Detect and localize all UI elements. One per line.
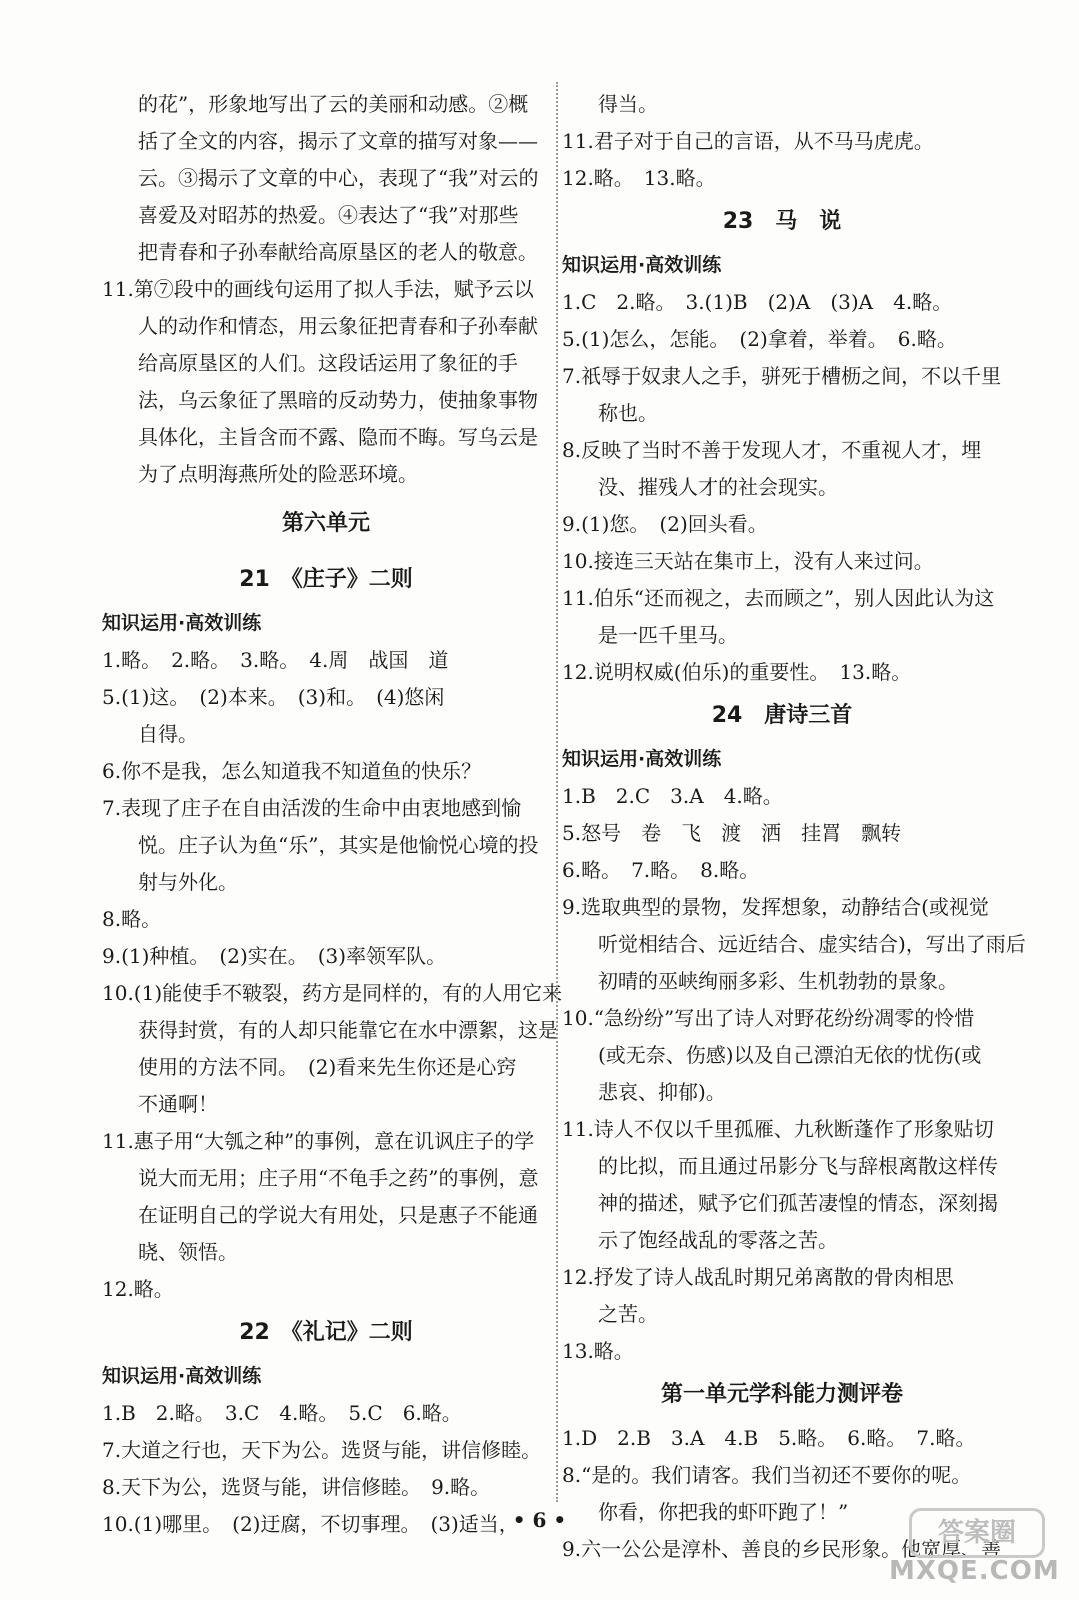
left-line: 10.(1)能使手不皲裂，药方是同样的，有的人用它来 [102, 981, 563, 1005]
right-line: 听觉相结合、远近结合、虚实结合)，写出了雨后 [598, 932, 1026, 956]
right-line: 24 唐诗三首 [711, 703, 853, 728]
left-line: 使用的方法不同。 (2)看来先生你还是心窍 [138, 1055, 517, 1079]
right-line: 8.“是的。我们请客。我们当初还不要你的呢。 [562, 1463, 972, 1487]
right-line: 悲哀、抑郁)。 [598, 1080, 726, 1104]
left-line: 12.略。 [102, 1277, 174, 1301]
left-line: 8.天下为公，选贤与能，讲信修睦。 9.略。 [102, 1475, 491, 1499]
left-line: 获得封赏，有的人却只能靠它在水中漂絮，这是 [138, 1018, 558, 1042]
right-line: 没、摧残人才的社会现实。 [598, 475, 838, 499]
right-line: 11.诗人不仅以千里孤雁、九秋断蓬作了形象贴切 [562, 1117, 994, 1141]
right-line: 12.抒发了诗人战乱时期兄弟离散的骨肉相思 [562, 1265, 954, 1289]
right-line: 知识运用·高效训练 [562, 748, 722, 770]
left-line: 射与外化。 [138, 870, 238, 894]
left-line: 5.(1)这。 (2)本来。 (3)和。 (4)悠闲 [102, 685, 445, 709]
left-line: 1.略。 2.略。 3.略。 4.周 战国 道 [102, 648, 449, 672]
right-line: 知识运用·高效训练 [562, 254, 722, 276]
right-line: 称也。 [598, 401, 658, 425]
left-line: 11.第⑦段中的画线句运用了拟人手法，赋予云以 [102, 277, 534, 301]
right-line: 8.反映了当时不善于发现人才，不重视人才，埋 [562, 438, 982, 462]
left-line: 悦。庄子认为鱼“乐”，其实是他愉悦心境的投 [138, 833, 539, 857]
left-line: 11.惠子用“大瓠之种”的事例，意在讥讽庄子的学 [102, 1129, 535, 1153]
right-line: 1.C 2.略。 3.(1)B (2)A (3)A 4.略。 [562, 290, 953, 314]
left-line: 8.略。 [102, 907, 162, 931]
right-line: 13.略。 [562, 1339, 634, 1363]
right-line: (或无奈、伤感)以及自己漂泊无依的忧伤(或 [598, 1043, 982, 1067]
left-line: 知识运用·高效训练 [102, 1365, 262, 1387]
left-line: 7.表现了庄子在自由活泼的生命中由衷地感到愉 [102, 796, 522, 820]
right-line: 1.B 2.C 3.A 4.略。 [562, 784, 783, 808]
left-line: 1.B 2.略。 3.C 4.略。 5.C 6.略。 [102, 1401, 462, 1425]
right-line: 得当。 [598, 92, 658, 116]
right-line: 12.略。 13.略。 [562, 166, 716, 190]
left-line: 不通啊！ [138, 1092, 218, 1116]
right-line: 示了饱经战乱的零落之苦。 [598, 1228, 838, 1252]
right-line: 12.说明权威(伯乐)的重要性。 13.略。 [562, 660, 912, 684]
right-line: 11.君子对于自己的言语，从不马马虎虎。 [562, 129, 934, 153]
page-number: • 6 • [512, 1508, 567, 1532]
left-line: 云。③揭示了文章的中心，表现了“我”对云的 [138, 166, 539, 190]
left-line: 给高原垦区的人们。这段话运用了象征的手 [138, 351, 518, 375]
right-line: 初晴的巫峡绚丽多彩、生机勃勃的景象。 [598, 969, 958, 993]
right-line: 23 马 说 [722, 209, 842, 234]
left-line: 把青春和子孙奉献给高原垦区的老人的敬意。 [138, 240, 538, 264]
left-line: 7.大道之行也，天下为公。选贤与能，讲信修睦。 [102, 1438, 542, 1462]
left-line: 9.(1)种植。 (2)实在。 (3)率领军队。 [102, 944, 447, 968]
left-line: 为了点明海燕所处的险恶环境。 [138, 462, 418, 486]
left-line: 说大而无用；庄子用“不龟手之药”的事例，意 [138, 1166, 539, 1190]
left-line: 在证明自己的学说大有用处，只是惠子不能通 [138, 1203, 538, 1227]
left-line: 人的动作和情态，用云象征把青春和子孙奉献 [138, 314, 538, 338]
right-line: 你看，你把我的虾吓跑了！” [598, 1500, 849, 1524]
left-line: 21 《庄子》二则 [239, 567, 413, 592]
left-line: 第六单元 [281, 511, 370, 536]
right-line: 6.略。 7.略。 8.略。 [562, 858, 760, 882]
right-line: 10.“急纷纷”写出了诗人对野花纷纷凋零的怜惜 [562, 1006, 975, 1030]
right-line: 5.怒号 卷 飞 渡 洒 挂罥 飘转 [562, 821, 902, 845]
right-line: 11.伯乐“还而视之，去而顾之”，别人因此认为这 [562, 586, 995, 610]
left-line: 具体化，主旨含而不露、隐而不晦。写乌云是 [138, 425, 538, 449]
left-line: 的花”，形象地写出了云的美丽和动感。②概 [138, 92, 529, 116]
right-line: 是一匹千里马。 [598, 623, 738, 647]
right-line: 9.(1)您。 (2)回头看。 [562, 512, 768, 536]
right-line: 的比拟，而且通过吊影分飞与辞根离散这样传 [598, 1154, 998, 1178]
right-line: 第一单元学科能力测评卷 [660, 1382, 903, 1407]
watermark-logo: 答案圈 [909, 1508, 1045, 1558]
left-line: 法，乌云象征了黑暗的反动势力，使抽象事物 [138, 388, 538, 412]
left-line: 晓、领悟。 [138, 1240, 238, 1264]
left-line: 自得。 [138, 722, 198, 746]
right-line: 1.D 2.B 3.A 4.B 5.略。 6.略。 7.略。 [562, 1426, 976, 1450]
right-line: 9.选取典型的景物，发挥想象，动静结合(或视觉 [562, 895, 989, 919]
left-line: 22 《礼记》二则 [239, 1320, 413, 1345]
left-column [102, 86, 563, 1543]
watermark-text: MXQE.COM [889, 1556, 1060, 1586]
left-line: 知识运用·高效训练 [102, 612, 262, 634]
right-line: 神的描述，赋予它们孤苦凄惶的情态，深刻揭 [598, 1191, 998, 1215]
left-line: 6.你不是我，怎么知道我不知道鱼的快乐？ [102, 759, 482, 783]
column-divider [556, 82, 558, 1502]
left-line: 括了全文的内容，揭示了文章的描写对象—— [138, 129, 538, 153]
right-line: 10.接连三天站在集市上，没有人来过问。 [562, 549, 934, 573]
right-line: 7.祇辱于奴隶人之手，骈死于槽枥之间，不以千里 [562, 364, 1002, 388]
right-line: 9.六一公公是淳朴、善良的乡民形象。他宽厚、善 [562, 1537, 1002, 1561]
left-line: 喜爱及对昭苏的热爱。④表达了“我”对那些 [138, 203, 519, 227]
right-line: 之苦。 [598, 1302, 658, 1326]
left-line: 10.(1)哪里。 (2)迂腐，不切事理。 (3)适当， [102, 1512, 519, 1536]
right-column [562, 86, 1026, 1568]
watermark [889, 1508, 1059, 1586]
right-line: 5.(1)怎么，怎能。 (2)拿着，举着。 6.略。 [562, 327, 957, 351]
